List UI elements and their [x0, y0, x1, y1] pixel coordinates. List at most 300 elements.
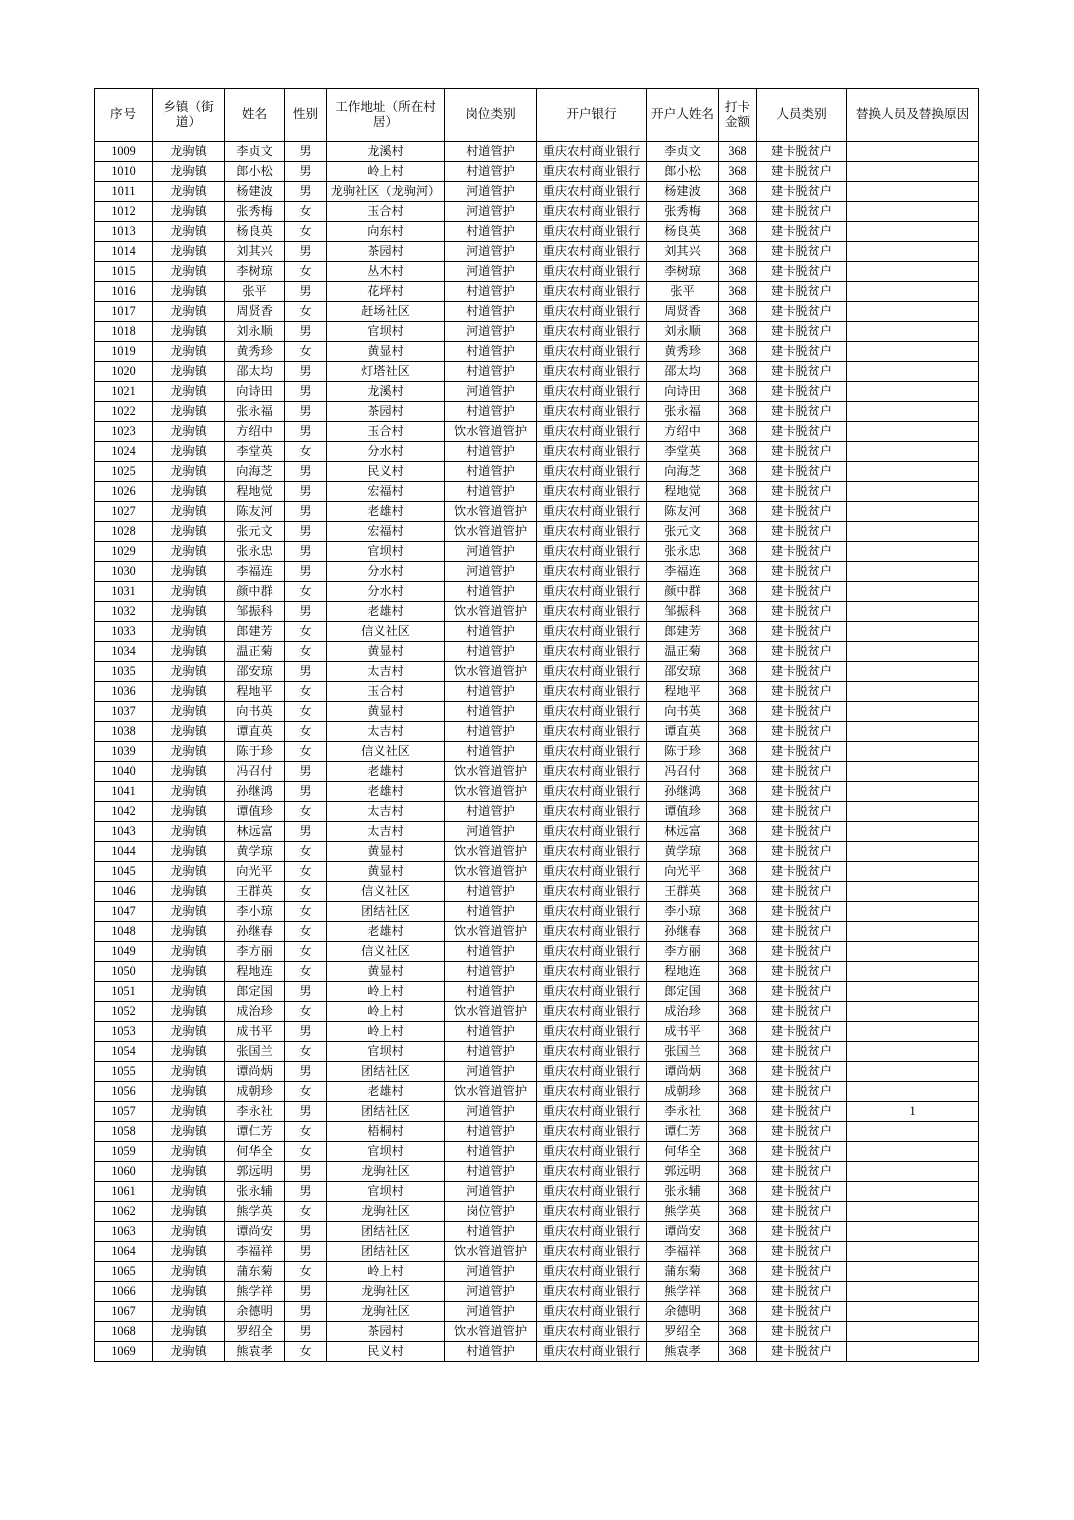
table-header [95, 89, 979, 142]
cell-name: 熊学祥 [225, 1282, 285, 1302]
cell-post-type: 村道管护 [445, 882, 537, 902]
table-row [95, 382, 979, 402]
cell-account-holder: 谭值珍 [647, 802, 719, 822]
cell-township: 龙驹镇 [153, 442, 225, 462]
cell-name: 杨良英 [225, 222, 285, 242]
cell-work-address: 宏福村 [327, 522, 445, 542]
cell-gender: 女 [285, 862, 327, 882]
cell-name: 李福祥 [225, 1242, 285, 1262]
cell-township: 龙驹镇 [153, 422, 225, 442]
table-row [95, 1302, 979, 1322]
cell-person-category: 建卡脱贫户 [757, 262, 847, 282]
cell-replacement-reason [847, 682, 979, 702]
cell-name: 向书英 [225, 702, 285, 722]
table-row [95, 582, 979, 602]
cell-replacement-reason [847, 462, 979, 482]
cell-township: 龙驹镇 [153, 1022, 225, 1042]
cell-township: 龙驹镇 [153, 682, 225, 702]
cell-amount: 368 [719, 862, 757, 882]
cell-post-type: 村道管护 [445, 942, 537, 962]
cell-gender: 男 [285, 662, 327, 682]
cell-gender: 女 [285, 922, 327, 942]
cell-replacement-reason [847, 1262, 979, 1282]
cell-account-holder: 张永辅 [647, 1182, 719, 1202]
cell-index: 1031 [95, 582, 153, 602]
cell-name: 郎小松 [225, 162, 285, 182]
cell-person-category: 建卡脱贫户 [757, 822, 847, 842]
cell-name: 谭值珍 [225, 802, 285, 822]
cell-name: 谭尚炳 [225, 1062, 285, 1082]
cell-replacement-reason [847, 1202, 979, 1222]
cell-amount: 368 [719, 282, 757, 302]
cell-post-type: 饮水管道管护 [445, 842, 537, 862]
cell-index: 1012 [95, 202, 153, 222]
cell-index: 1032 [95, 602, 153, 622]
cell-amount: 368 [719, 402, 757, 422]
cell-person-category: 建卡脱贫户 [757, 942, 847, 962]
cell-replacement-reason [847, 422, 979, 442]
cell-replacement-reason [847, 962, 979, 982]
cell-township: 龙驹镇 [153, 1042, 225, 1062]
cell-person-category: 建卡脱贫户 [757, 602, 847, 622]
cell-bank: 重庆农村商业银行 [537, 1182, 647, 1202]
cell-work-address: 分水村 [327, 562, 445, 582]
cell-bank: 重庆农村商业银行 [537, 722, 647, 742]
cell-township: 龙驹镇 [153, 882, 225, 902]
cell-person-category: 建卡脱贫户 [757, 722, 847, 742]
cell-replacement-reason [847, 282, 979, 302]
cell-replacement-reason [847, 502, 979, 522]
cell-township: 龙驹镇 [153, 282, 225, 302]
cell-index: 1043 [95, 822, 153, 842]
cell-bank: 重庆农村商业银行 [537, 262, 647, 282]
cell-replacement-reason [847, 862, 979, 882]
table-row [95, 722, 979, 742]
cell-account-holder: 何华全 [647, 1142, 719, 1162]
cell-township: 龙驹镇 [153, 1242, 225, 1262]
cell-replacement-reason [847, 762, 979, 782]
cell-name: 张永辅 [225, 1182, 285, 1202]
cell-replacement-reason [847, 662, 979, 682]
table-row [95, 1082, 979, 1102]
cell-work-address: 官坝村 [327, 322, 445, 342]
cell-gender: 男 [285, 402, 327, 422]
cell-post-type: 村道管护 [445, 722, 537, 742]
cell-gender: 男 [285, 542, 327, 562]
table-row [95, 862, 979, 882]
cell-post-type: 村道管护 [445, 482, 537, 502]
cell-replacement-reason [847, 982, 979, 1002]
cell-account-holder: 熊袁孝 [647, 1342, 719, 1362]
cell-index: 1068 [95, 1322, 153, 1342]
cell-amount: 368 [719, 222, 757, 242]
cell-work-address: 龙驹社区 [327, 1162, 445, 1182]
cell-index: 1060 [95, 1162, 153, 1182]
cell-amount: 368 [719, 1122, 757, 1142]
table-row [95, 562, 979, 582]
cell-account-holder: 张永福 [647, 402, 719, 422]
cell-post-type: 村道管护 [445, 1022, 537, 1042]
table-row [95, 1202, 979, 1222]
cell-amount: 368 [719, 802, 757, 822]
cell-bank: 重庆农村商业银行 [537, 522, 647, 542]
cell-township: 龙驹镇 [153, 482, 225, 502]
cell-bank: 重庆农村商业银行 [537, 482, 647, 502]
cell-gender: 男 [285, 562, 327, 582]
cell-work-address: 黄显村 [327, 342, 445, 362]
cell-replacement-reason [847, 1022, 979, 1042]
cell-township: 龙驹镇 [153, 1222, 225, 1242]
cell-township: 龙驹镇 [153, 782, 225, 802]
cell-post-type: 村道管护 [445, 362, 537, 382]
cell-gender: 男 [285, 1022, 327, 1042]
cell-post-type: 村道管护 [445, 222, 537, 242]
cell-replacement-reason [847, 482, 979, 502]
cell-amount: 368 [719, 302, 757, 322]
cell-township: 龙驹镇 [153, 1062, 225, 1082]
cell-post-type: 饮水管道管护 [445, 422, 537, 442]
cell-amount: 368 [719, 1222, 757, 1242]
cell-name: 熊学英 [225, 1202, 285, 1222]
cell-name: 李堂英 [225, 442, 285, 462]
table-row [95, 202, 979, 222]
cell-amount: 368 [719, 442, 757, 462]
cell-work-address: 信义社区 [327, 742, 445, 762]
cell-person-category: 建卡脱贫户 [757, 422, 847, 442]
cell-township: 龙驹镇 [153, 182, 225, 202]
cell-replacement-reason [847, 342, 979, 362]
cell-gender: 男 [285, 142, 327, 162]
cell-post-type: 村道管护 [445, 302, 537, 322]
cell-name: 颜中群 [225, 582, 285, 602]
cell-amount: 368 [719, 422, 757, 442]
cell-account-holder: 李堂英 [647, 442, 719, 462]
cell-gender: 女 [285, 1122, 327, 1142]
cell-account-holder: 余德明 [647, 1302, 719, 1322]
cell-amount: 368 [719, 1102, 757, 1122]
cell-replacement-reason [847, 1142, 979, 1162]
cell-amount: 368 [719, 462, 757, 482]
cell-account-holder: 成书平 [647, 1022, 719, 1042]
cell-replacement-reason [847, 1242, 979, 1262]
cell-bank: 重庆农村商业银行 [537, 182, 647, 202]
column-header-post-type: 岗位类别 [445, 89, 537, 142]
cell-gender: 女 [285, 882, 327, 902]
cell-amount: 368 [719, 1022, 757, 1042]
cell-gender: 男 [285, 602, 327, 622]
cell-name: 蒲东菊 [225, 1262, 285, 1282]
cell-replacement-reason [847, 1322, 979, 1342]
cell-account-holder: 郎建芳 [647, 622, 719, 642]
table-row [95, 782, 979, 802]
table-row [95, 1122, 979, 1142]
cell-amount: 368 [719, 242, 757, 262]
cell-name: 邵太均 [225, 362, 285, 382]
cell-amount: 368 [719, 382, 757, 402]
cell-index: 1050 [95, 962, 153, 982]
cell-person-category: 建卡脱贫户 [757, 682, 847, 702]
cell-gender: 女 [285, 1262, 327, 1282]
cell-post-type: 饮水管道管护 [445, 862, 537, 882]
cell-name: 黄学琼 [225, 842, 285, 862]
cell-work-address: 老雄村 [327, 782, 445, 802]
cell-post-type: 村道管护 [445, 682, 537, 702]
cell-township: 龙驹镇 [153, 142, 225, 162]
cell-amount: 368 [719, 262, 757, 282]
cell-name: 罗绍全 [225, 1322, 285, 1342]
cell-name: 冯召付 [225, 762, 285, 782]
cell-bank: 重庆农村商业银行 [537, 542, 647, 562]
cell-work-address: 龙驹社区 [327, 1202, 445, 1222]
cell-post-type: 村道管护 [445, 1222, 537, 1242]
cell-bank: 重庆农村商业银行 [537, 1262, 647, 1282]
cell-index: 1052 [95, 1002, 153, 1022]
cell-bank: 重庆农村商业银行 [537, 502, 647, 522]
cell-township: 龙驹镇 [153, 1002, 225, 1022]
cell-amount: 368 [719, 502, 757, 522]
cell-amount: 368 [719, 742, 757, 762]
cell-index: 1059 [95, 1142, 153, 1162]
cell-amount: 368 [719, 342, 757, 362]
cell-bank: 重庆农村商业银行 [537, 882, 647, 902]
cell-work-address: 茶园村 [327, 242, 445, 262]
cell-bank: 重庆农村商业银行 [537, 162, 647, 182]
cell-bank: 重庆农村商业银行 [537, 862, 647, 882]
cell-account-holder: 李永社 [647, 1102, 719, 1122]
cell-replacement-reason [847, 1342, 979, 1362]
cell-person-category: 建卡脱贫户 [757, 1302, 847, 1322]
cell-person-category: 建卡脱贫户 [757, 542, 847, 562]
cell-replacement-reason [847, 262, 979, 282]
cell-gender: 女 [285, 202, 327, 222]
cell-work-address: 向东村 [327, 222, 445, 242]
cell-gender: 男 [285, 482, 327, 502]
cell-gender: 男 [285, 522, 327, 542]
cell-account-holder: 成朝珍 [647, 1082, 719, 1102]
cell-person-category: 建卡脱贫户 [757, 462, 847, 482]
cell-work-address: 灯塔社区 [327, 362, 445, 382]
cell-replacement-reason [847, 582, 979, 602]
cell-bank: 重庆农村商业银行 [537, 1162, 647, 1182]
cell-bank: 重庆农村商业银行 [537, 702, 647, 722]
cell-township: 龙驹镇 [153, 642, 225, 662]
cell-township: 龙驹镇 [153, 342, 225, 362]
cell-account-holder: 李方丽 [647, 942, 719, 962]
cell-name: 张元文 [225, 522, 285, 542]
table-row [95, 182, 979, 202]
cell-person-category: 建卡脱贫户 [757, 782, 847, 802]
table-row [95, 942, 979, 962]
cell-name: 郭远明 [225, 1162, 285, 1182]
cell-person-category: 建卡脱贫户 [757, 982, 847, 1002]
cell-replacement-reason [847, 1042, 979, 1062]
cell-post-type: 村道管护 [445, 1162, 537, 1182]
cell-township: 龙驹镇 [153, 222, 225, 242]
cell-gender: 男 [285, 1222, 327, 1242]
cell-name: 郎建芳 [225, 622, 285, 642]
cell-township: 龙驹镇 [153, 362, 225, 382]
cell-account-holder: 杨良英 [647, 222, 719, 242]
cell-replacement-reason [847, 562, 979, 582]
cell-replacement-reason [847, 822, 979, 842]
cell-amount: 368 [719, 902, 757, 922]
personnel-table [94, 88, 979, 1362]
cell-gender: 女 [285, 222, 327, 242]
cell-gender: 男 [285, 362, 327, 382]
cell-post-type: 村道管护 [445, 702, 537, 722]
cell-bank: 重庆农村商业银行 [537, 1082, 647, 1102]
cell-township: 龙驹镇 [153, 322, 225, 342]
cell-post-type: 村道管护 [445, 402, 537, 422]
cell-post-type: 河道管护 [445, 1182, 537, 1202]
cell-account-holder: 李福祥 [647, 1242, 719, 1262]
cell-index: 1015 [95, 262, 153, 282]
cell-amount: 368 [719, 622, 757, 642]
table-row [95, 242, 979, 262]
cell-amount: 368 [719, 842, 757, 862]
cell-work-address: 茶园村 [327, 402, 445, 422]
cell-gender: 男 [285, 1282, 327, 1302]
cell-name: 温正菊 [225, 642, 285, 662]
cell-person-category: 建卡脱贫户 [757, 1202, 847, 1222]
cell-person-category: 建卡脱贫户 [757, 442, 847, 462]
table-row [95, 302, 979, 322]
cell-township: 龙驹镇 [153, 662, 225, 682]
cell-post-type: 村道管护 [445, 582, 537, 602]
cell-account-holder: 向诗田 [647, 382, 719, 402]
cell-index: 1062 [95, 1202, 153, 1222]
cell-index: 1022 [95, 402, 153, 422]
cell-bank: 重庆农村商业银行 [537, 682, 647, 702]
table-row [95, 642, 979, 662]
cell-person-category: 建卡脱贫户 [757, 182, 847, 202]
cell-account-holder: 熊学英 [647, 1202, 719, 1222]
cell-amount: 368 [719, 1142, 757, 1162]
table-row [95, 1162, 979, 1182]
cell-township: 龙驹镇 [153, 942, 225, 962]
table-row [95, 802, 979, 822]
cell-township: 龙驹镇 [153, 902, 225, 922]
cell-replacement-reason [847, 142, 979, 162]
table-row [95, 1222, 979, 1242]
cell-amount: 368 [719, 602, 757, 622]
cell-work-address: 龙溪村 [327, 382, 445, 402]
cell-amount: 368 [719, 1002, 757, 1022]
cell-work-address: 花坪村 [327, 282, 445, 302]
cell-account-holder: 张平 [647, 282, 719, 302]
cell-replacement-reason [847, 162, 979, 182]
table-row [95, 342, 979, 362]
cell-gender: 女 [285, 802, 327, 822]
cell-gender: 女 [285, 902, 327, 922]
cell-index: 1030 [95, 562, 153, 582]
cell-index: 1033 [95, 622, 153, 642]
cell-gender: 男 [285, 502, 327, 522]
cell-amount: 368 [719, 1282, 757, 1302]
cell-name: 谭直英 [225, 722, 285, 742]
cell-township: 龙驹镇 [153, 822, 225, 842]
cell-amount: 368 [719, 882, 757, 902]
cell-work-address: 老雄村 [327, 762, 445, 782]
cell-name: 杨建波 [225, 182, 285, 202]
cell-amount: 368 [719, 1202, 757, 1222]
cell-township: 龙驹镇 [153, 962, 225, 982]
cell-post-type: 河道管护 [445, 1262, 537, 1282]
cell-gender: 女 [285, 1002, 327, 1022]
cell-person-category: 建卡脱贫户 [757, 1162, 847, 1182]
cell-work-address: 太吉村 [327, 822, 445, 842]
cell-bank: 重庆农村商业银行 [537, 362, 647, 382]
cell-replacement-reason [847, 702, 979, 722]
cell-person-category: 建卡脱贫户 [757, 382, 847, 402]
cell-gender: 男 [285, 282, 327, 302]
cell-gender: 女 [285, 722, 327, 742]
cell-township: 龙驹镇 [153, 522, 225, 542]
cell-township: 龙驹镇 [153, 302, 225, 322]
cell-amount: 368 [719, 1302, 757, 1322]
cell-work-address: 信义社区 [327, 942, 445, 962]
cell-township: 龙驹镇 [153, 202, 225, 222]
cell-account-holder: 蒲东菊 [647, 1262, 719, 1282]
cell-index: 1028 [95, 522, 153, 542]
cell-index: 1021 [95, 382, 153, 402]
cell-amount: 368 [719, 562, 757, 582]
cell-replacement-reason [847, 722, 979, 742]
table-row [95, 542, 979, 562]
cell-replacement-reason [847, 1302, 979, 1322]
cell-township: 龙驹镇 [153, 702, 225, 722]
cell-township: 龙驹镇 [153, 162, 225, 182]
cell-work-address: 岭上村 [327, 982, 445, 1002]
cell-post-type: 村道管护 [445, 1142, 537, 1162]
cell-work-address: 玉合村 [327, 682, 445, 702]
cell-township: 龙驹镇 [153, 502, 225, 522]
cell-post-type: 河道管护 [445, 822, 537, 842]
cell-account-holder: 冯召付 [647, 762, 719, 782]
cell-person-category: 建卡脱贫户 [757, 1242, 847, 1262]
cell-post-type: 河道管护 [445, 1302, 537, 1322]
cell-amount: 368 [719, 1242, 757, 1262]
cell-township: 龙驹镇 [153, 722, 225, 742]
cell-person-category: 建卡脱贫户 [757, 282, 847, 302]
cell-work-address: 黄显村 [327, 962, 445, 982]
cell-post-type: 村道管护 [445, 622, 537, 642]
cell-name: 向诗田 [225, 382, 285, 402]
cell-gender: 女 [285, 842, 327, 862]
cell-person-category: 建卡脱贫户 [757, 1122, 847, 1142]
cell-account-holder: 谭尚安 [647, 1222, 719, 1242]
cell-gender: 女 [285, 622, 327, 642]
cell-township: 龙驹镇 [153, 242, 225, 262]
cell-post-type: 村道管护 [445, 282, 537, 302]
cell-post-type: 饮水管道管护 [445, 1242, 537, 1262]
cell-gender: 男 [285, 1322, 327, 1342]
cell-name: 张永福 [225, 402, 285, 422]
cell-amount: 368 [719, 642, 757, 662]
cell-bank: 重庆农村商业银行 [537, 202, 647, 222]
cell-post-type: 饮水管道管护 [445, 762, 537, 782]
cell-name: 张永忠 [225, 542, 285, 562]
cell-work-address: 玉合村 [327, 202, 445, 222]
cell-gender: 男 [285, 1182, 327, 1202]
cell-person-category: 建卡脱贫户 [757, 922, 847, 942]
cell-name: 李福连 [225, 562, 285, 582]
cell-person-category: 建卡脱贫户 [757, 702, 847, 722]
column-header-replacement-reason: 替换人员及替换原因 [847, 89, 979, 142]
cell-name: 郎定国 [225, 982, 285, 1002]
cell-index: 1037 [95, 702, 153, 722]
cell-post-type: 岗位管护 [445, 1202, 537, 1222]
